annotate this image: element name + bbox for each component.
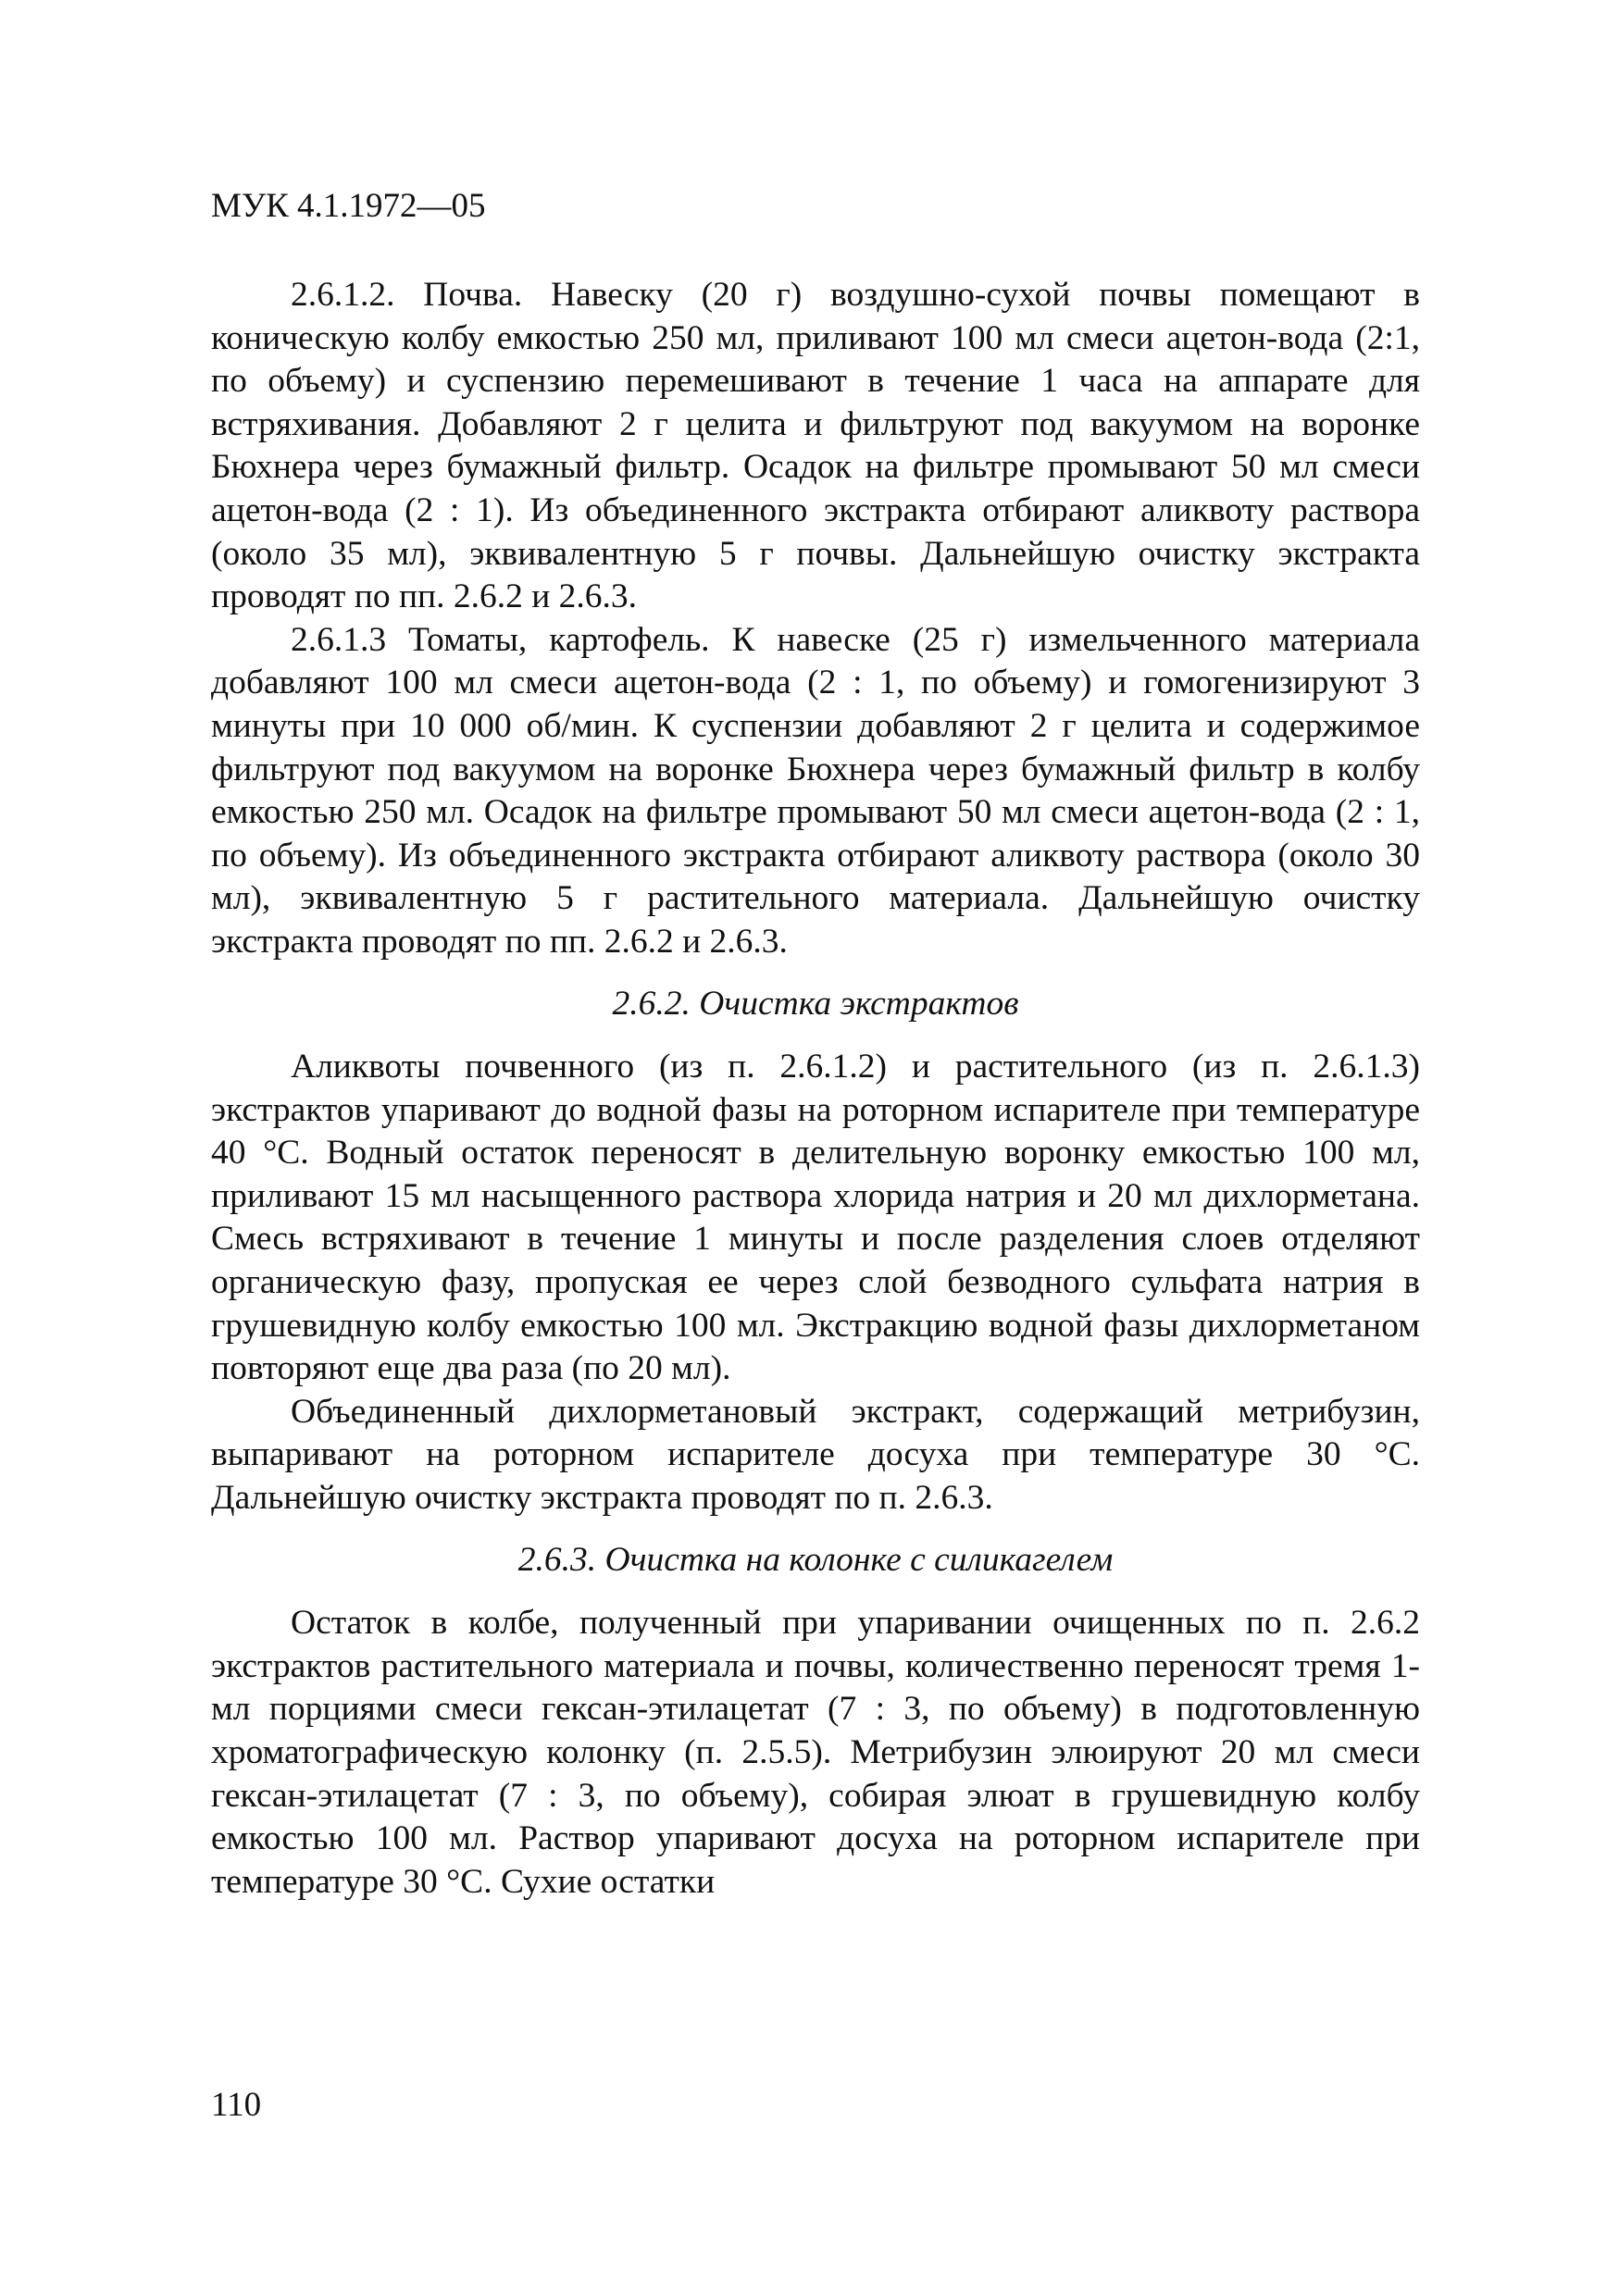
page-number: 110 [211, 2086, 262, 2124]
section-heading-extract-cleanup: 2.6.2. Очистка экстрактов [612, 984, 1019, 1023]
paragraph-column-residue: Остаток в колбе, полученный при упаривании очищенных по п. 2.6.2 экстрактов растительного материала и почвы, количественно переносят тремя 1-мл порциями смеси гексан-этилацетат (7 : 3, по объему) в подготовленную хроматографическую колонку (п. 2.5.5). Метрибузин элюируют 20 мл смеси гексан-этилацетат (7 : 3, по объему), собирая элюат в грушевидную колбу емкостью 100 мл. Раствор упаривают досуха на роторном испарителе при температуре 30 °С. Сухие остатки [211, 1604, 1420, 1901]
body-text [211, 274, 1420, 1904]
section-heading-silica-column: 2.6.3. Очистка на колонке с силикагелем [517, 1540, 1114, 1579]
running-header: МУК 4.1.1972—05 [211, 187, 486, 225]
paragraph-soil: 2.6.1.2. Почва. Навеску (20 г) воздушно-сухой почвы помещают в коническую колбу емкостью 250 мл, приливают 100 мл смеси ацетон-вода (2:1, по объему) и суспензию перемешивают в течение 1 часа на аппарате для встряхивания. Добавляют 2 г целита и фильтруют под вакуумом на воронке Бюхнера через бумажный фильтр. Осадок на фильтре промывают 50 мл смеси ацетон-вода (2 : 1). Из объединенного экстракта отбирают аликвоту раствора (около 35 мл), эквивалентную 5 г почвы. Дальнейшую очистку экстракта проводят по пп. 2.6.2 и 2.6.3. [211, 276, 1420, 616]
paragraph-combined-extract: Объединенный дихлорметановый экстракт, содержащий метрибузин, выпаривают на роторном испарителе досуха при температуре 30 °С. Дальнейшую очистку экстракта проводят по п. 2.6.3. [211, 1392, 1420, 1518]
paragraph-tomatoes-potatoes: 2.6.1.3 Томаты, картофель. К навеске (25 г) измельченного материала добавляют 100 мл смеси ацетон-вода (2 : 1, по объему) и гомогенизируют 3 минуты при 10 000 об/мин. К суспензии добавляют 2 г целита и содержимое фильтруют под вакуумом на воронке Бюхнера через бумажный фильтр в колбу емкостью 250 мл. Осадок на фильтре промывают 50 мл смеси ацетон-вода (2 : 1, по объему). Из объединенного экстракта отбирают аликвоту раствора (около 30 мл), эквивалентную 5 г растительного материала. Дальнейшую очистку экстракта проводят по пп. 2.6.2 и 2.6.3. [211, 620, 1420, 961]
paragraph-aliquots: Аликвоты почвенного (из п. 2.6.1.2) и растительного (из п. 2.6.1.3) экстрактов упаривают до водной фазы на роторном испарителе при температуре 40 °С. Водный остаток переносят в делительную воронку емкостью 100 мл, приливают 15 мл насыщенного раствора хлорида натрия и 20 мл дихлорметана. Смесь встряхивают в течение 1 минуты и после разделения слоев отделяют органическую фазу, пропуская ее через слой безводного сульфата натрия в грушевидную колбу емкостью 100 мл. Экстракцию водной фазы дихлорметаном повторяют еще два раза (по 20 мл). [211, 1048, 1420, 1388]
